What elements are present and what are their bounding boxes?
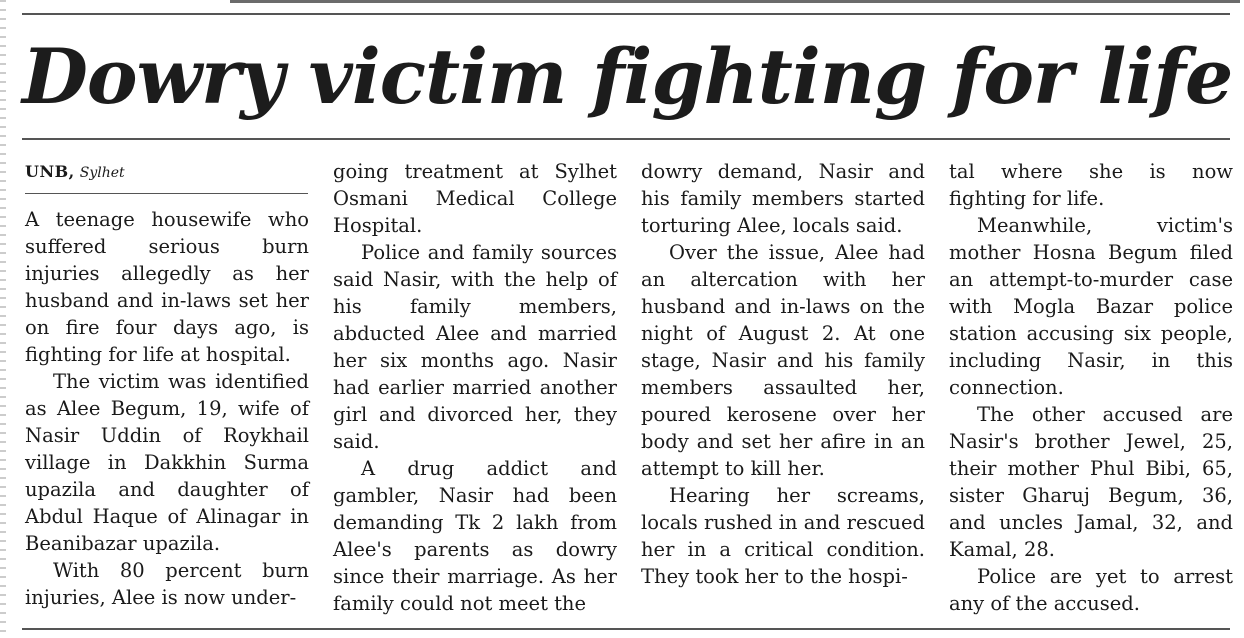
paragraph: With 80 percent burn injuries, Alee is now under- [25,559,309,609]
headline: Dowry victim fighting for life [22,32,1233,121]
paragraph: tal where she is now fighting for life. [949,160,1233,210]
headline-rule [22,138,1230,140]
paragraph: The other accused are Nasir's brother Jewel, 25, their mother Phul Bibi, 65, sister Gharuj Begum, 36, and uncles Jamal, 32, and Kamal, 28. [949,403,1233,561]
top-border-thick [230,0,1240,3]
top-rule [22,13,1230,15]
paragraph: Police are yet to arrest any of the accused. [949,565,1233,615]
byline [25,160,310,185]
column-1 [25,206,309,611]
paragraph: dowry demand, Nasir and his family members started torturing Alee, locals said. [641,160,925,237]
paragraph: A drug addict and gambler, Nasir had been demanding Tk 2 lakh from Alee's parents as dowry since their marriage. As her family could not meet the [333,457,617,615]
paragraph: Police and family sources said Nasir, with the help of his family members, abducted Alee and married her six months ago. Nasir had earlier married another girl and divorced her, they said. [333,241,617,453]
page-edge-artifact [0,0,6,638]
paragraph: Meanwhile, victim's mother Hosna Begum filed an attempt-to-murder case with Mogla Bazar police station accusing six people, including Nasir, in this connection. [949,214,1233,399]
paragraph: The victim was identified as Alee Begum, 19, wife of Nasir Uddin of Roykhail village in Dakkhin Surma upazila and daughter of Abdul Haque of Alinagar in Beanibazar upazila. [25,370,309,555]
column-3 [641,158,925,590]
byline-rule [25,193,308,194]
paragraph: Over the issue, Alee had an altercation with her husband and in-laws on the night of August 2. At one stage, Nasir and his family members assaulted her, poured kerosene over her body and set her afire in an attempt to kill her. [641,241,925,480]
paragraph: A teenage housewife who suffered serious burn injuries allegedly as her husband and in-laws set her on fire four days ago, is fighting for life at hospital. [25,208,309,366]
column-4 [949,158,1233,617]
paragraph: going treatment at Sylhet Osmani Medical College Hospital. [333,160,617,237]
bottom-rule [22,628,1230,630]
byline-place: Sylhet [79,165,125,181]
byline-agency: UNB, [25,162,75,181]
column-2 [333,158,617,617]
paragraph: Hearing her screams, locals rushed in and rescued her in a critical condition. They took her to the hospi- [641,484,925,588]
